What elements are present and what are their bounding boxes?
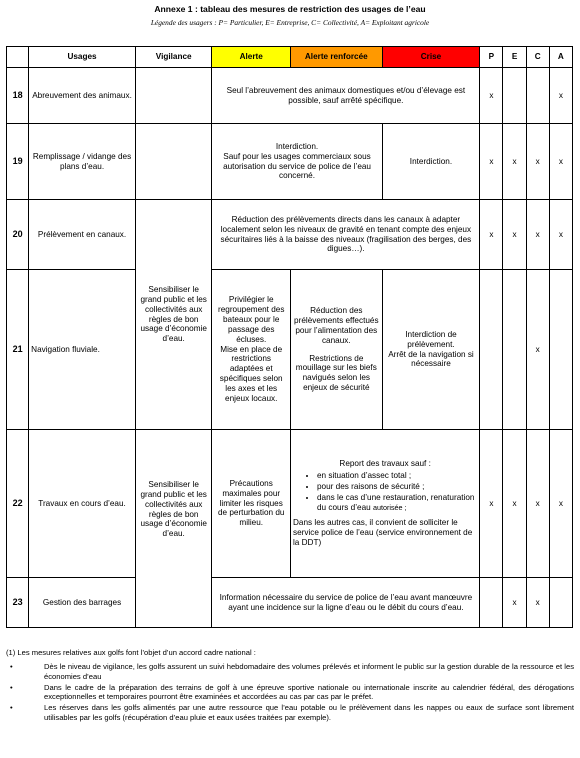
header-vigilance: Vigilance: [135, 47, 212, 68]
crise-cell: Interdiction.: [382, 124, 480, 200]
e-mark: x: [503, 578, 526, 628]
a-mark: x: [549, 200, 572, 270]
page-title: Annexe 1 : tableau des mesures de restriction des usages de l’eau: [154, 4, 426, 14]
c-mark: x: [526, 578, 549, 628]
header-c: C: [526, 47, 549, 68]
p-mark: x: [480, 124, 503, 200]
list-item-suffix: autorisée ;: [372, 502, 407, 512]
restriction-table: [6, 46, 573, 628]
c-mark: x: [526, 200, 549, 270]
e-mark: x: [503, 124, 526, 200]
measure-cell: Réduction des prélèvements directs dans les canaux à adapter localement selon les niveaux de gravité en tenant compte des enjeux sécuritaires liés à la baisse des niveaux (fragilisation des berges, des digues…).: [212, 200, 480, 270]
measure-cell: Information nécessaire du service de police de l’eau avant manœuvre ayant une incidence sur la ligne d’eau ou le débit du cours d’eau.: [212, 578, 480, 628]
note-text: Dans le cadre de la préparation des terrains de golf à une épreuve sportive nationale ou internationale inscrite au calendrier fédéral, des dérogations exceptionnelles et temporaires pourront être examinées et accordées au cas par cas par le préfet.: [44, 682, 574, 701]
alerte-cell: [212, 124, 382, 200]
usage-cell: Abreuvement des animaux.: [29, 68, 136, 124]
measure-paragraph: Privilégier le regroupement des bateaux pour le passage des écluses.: [217, 295, 285, 344]
vigilance-cell: Sensibiliser le grand public et les collectivités aux règles de bon usage d’économie d’eau.: [135, 200, 212, 430]
usage-cell: Travaux en cours d’eau.: [29, 430, 136, 578]
alerte-renforcee-crise-cell: [290, 430, 479, 578]
alerte-cell: Précautions maximales pour limiter les risques de perturbation du milieu.: [212, 430, 291, 578]
bullet-icon: •: [10, 682, 13, 692]
vigilance-cell: [135, 124, 212, 200]
a-mark: x: [549, 430, 572, 578]
list-item: • en situation d’assec total ;: [317, 471, 477, 481]
c-mark: [526, 68, 549, 124]
bullet-icon: •: [10, 662, 13, 672]
usage-cell: Remplissage / vidange des plans d’eau.: [29, 124, 136, 200]
row-number: 23: [7, 578, 29, 628]
header-alerte: Alerte: [212, 47, 291, 68]
row-number: 20: [7, 200, 29, 270]
table-row-21: [7, 270, 573, 430]
row-number: 18: [7, 68, 29, 124]
row-number: 21: [7, 270, 29, 430]
crise-cell: [382, 270, 480, 430]
e-mark: x: [503, 200, 526, 270]
a-mark: [549, 578, 572, 628]
c-mark: x: [526, 270, 549, 430]
a-mark: x: [549, 68, 572, 124]
alerte-cell: [212, 270, 291, 430]
header-p: P: [480, 47, 503, 68]
note-item: [6, 662, 574, 681]
e-mark: x: [503, 430, 526, 578]
p-mark: x: [480, 200, 503, 270]
header-a: A: [549, 47, 572, 68]
alerte-renforcee-cell: [290, 270, 382, 430]
vigilance-cell: Sensibiliser le grand public et les collectivités aux règles de bon usage d’économie d’eau.: [135, 430, 212, 628]
header-usages: Usages: [29, 47, 136, 68]
usage-cell: Prélèvement en canaux.: [29, 200, 136, 270]
list-item: [317, 493, 477, 513]
header-alerte-renforcee: Alerte renforcée: [290, 47, 382, 68]
a-mark: x: [549, 124, 572, 200]
list-item-text: dans le cas d’une restauration, renaturation du cours d’eau: [316, 492, 475, 512]
notes-intro: (1) Les mesures relatives aux golfs font l’objet d’un accord cadre national :: [6, 648, 256, 657]
row-number: 19: [7, 124, 29, 200]
measure-paragraph: Réduction des prélèvements effectués pour l’alimentation des canaux.: [294, 306, 379, 345]
note-item: [6, 703, 574, 722]
golf-notes: [6, 648, 574, 724]
list-item: • pour des raisons de sécurité ;: [317, 482, 477, 492]
header-crise: Crise: [382, 47, 480, 68]
report-intro: Report des travaux sauf :: [339, 459, 431, 469]
vigilance-cell: [135, 68, 212, 124]
users-legend: Légende des usagers : P= Particulier, E= Entreprise, C= Collectivité, A= Exploitant agricole: [150, 18, 430, 27]
measure-paragraph: Arrêt de la navigation si nécessaire: [388, 349, 474, 369]
note-item: [6, 683, 574, 702]
usage-cell: Navigation fluviale.: [29, 270, 136, 430]
table-row-18: [7, 68, 573, 124]
header-e: E: [503, 47, 526, 68]
header-blank: [7, 47, 29, 68]
measure-line: Interdiction.: [275, 141, 319, 151]
usage-cell: Gestion des barrages: [29, 578, 136, 628]
measure-paragraph: Mise en place de restrictions adaptées et spécifiques selon les axes et les enjeux locaux.: [219, 344, 283, 403]
measure-paragraph: Interdiction de prélèvement.: [405, 329, 457, 349]
row-number: 22: [7, 430, 29, 578]
e-mark: [503, 270, 526, 430]
p-mark: x: [480, 430, 503, 578]
table-row-19: [7, 124, 573, 200]
table-row-22: [7, 430, 573, 578]
note-text: Les réserves dans les golfs alimentés par une autre ressource que l’eau potable ou le prélèvement dans les nappes ou eaux de surface sont librement utilisables par les golfs (récupération d’eau pluie et eaux usées traitées par exemple).: [44, 703, 574, 722]
p-mark: [480, 270, 503, 430]
a-mark: [549, 270, 572, 430]
c-mark: x: [526, 430, 549, 578]
measure-cell: Seul l’abreuvement des animaux domestiques et/ou d’élevage est possible, sauf arrêté spécifique.: [212, 68, 480, 124]
p-mark: [480, 578, 503, 628]
e-mark: [503, 68, 526, 124]
measure-paragraph: Restrictions de mouillage sur les biefs navigués selon les enjeux de sécurité: [295, 353, 377, 393]
c-mark: x: [526, 124, 549, 200]
table-header-row: [7, 47, 573, 68]
note-text: Dès le niveau de vigilance, les golfs assurent un suivi hebdomadaire des volumes prélevés et informent le public sur la gestion durable de la ressource et les économies d’eau: [44, 662, 574, 681]
bullet-icon: •: [10, 703, 13, 713]
other-cases-text: Dans les autres cas, il convient de solliciter le service police de l’eau (service environnement de la DDT): [292, 518, 473, 548]
table-row-23: [7, 578, 573, 628]
exception-list: [293, 471, 477, 512]
p-mark: x: [480, 68, 503, 124]
measure-line: Sauf pour les usages commerciaux sous autorisation du service de police de l’eau concerné.: [223, 151, 371, 181]
table-row-20: [7, 200, 573, 270]
